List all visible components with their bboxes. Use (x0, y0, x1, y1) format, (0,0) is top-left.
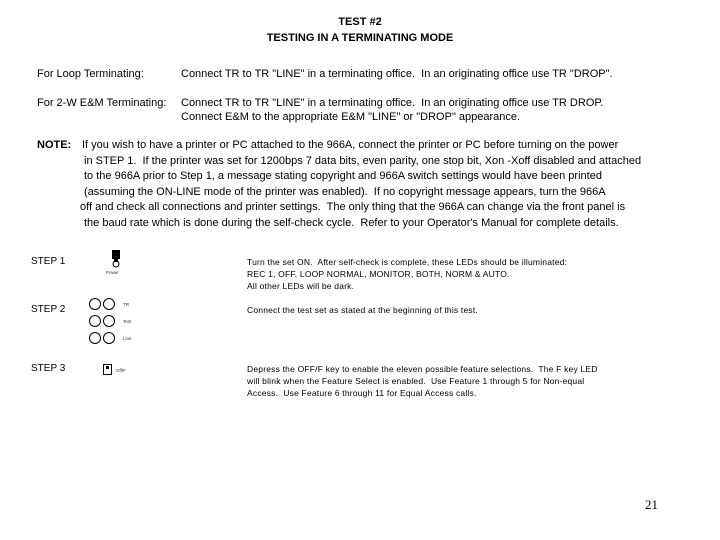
jack-icon (103, 315, 115, 327)
jack-label: Line (123, 336, 132, 341)
step-1-label: STEP 1 (31, 256, 66, 267)
loop-terminating-label: For Loop Terminating: (37, 68, 144, 80)
step-2-text-line: Connect the test set as stated at the beginning of this test. (247, 305, 478, 315)
em-terminating-text-line-1: Connect TR to TR "LINE" in a terminating office. In an originating office use TR DROP. (181, 97, 604, 109)
note-line: the baud rate which is done during the self-check cycle. Refer to your Operator's Manual for complete details. (84, 216, 619, 229)
title-line-2: TESTING IN A TERMINATING MODE (266, 32, 454, 44)
key-label: Off/F (116, 368, 126, 373)
key-icon (103, 364, 112, 375)
step-3-text-line: will blink when the Feature Select is enabled. Use Feature 1 through 5 for Non-equal (247, 376, 585, 386)
title-line-1: TEST #2 (338, 16, 382, 28)
note-label: NOTE: (37, 139, 72, 151)
power-switch-icon (109, 249, 123, 269)
page-number: 21 (645, 497, 658, 512)
note-line: to the 966A prior to Step 1, a message stating copyright and 966A switch settings would have been printed (84, 170, 602, 182)
step-1-text-line: All other LEDs will be dark. (247, 281, 355, 291)
power-switch-label: Power (106, 270, 119, 275)
jack-icon (103, 332, 115, 344)
step-1-text-line: Turn the set ON. After self-check is complete, these LEDs should be illuminated: (247, 257, 568, 267)
step-1-text-line: REC 1, OFF, LOOP NORMAL, MONITOR, BOTH, NORM & AUTO. (247, 269, 510, 279)
em-terminating-label: For 2-W E&M Terminating: (37, 97, 167, 109)
jack-icon (89, 315, 101, 327)
note-line: (assuming the ON-LINE mode of the printer was enabled). If no copyright message appears, turn the 966A (84, 185, 606, 198)
jack-label: TR (123, 302, 129, 307)
note-line: If you wish to have a printer or PC attached to the 966A, connect the printer or PC before turning on the power (82, 139, 619, 151)
loop-terminating-text: Connect TR to TR "LINE" in a terminating office. In an originating office use TR "DROP". (181, 68, 613, 80)
jack-icon (89, 332, 101, 344)
step-3-text-line: Access. Use Feature 6 through 11 for Equal Access calls. (247, 388, 477, 398)
key-led-icon (106, 366, 109, 369)
note-line: off and check all connections and printer settings. The only thing that the 966A can change via the front panel is (80, 201, 626, 213)
step-3-text-line: Depress the OFF/F key to enable the eleven possible feature selections. The F key LED (247, 364, 598, 374)
jack-icon (103, 298, 115, 310)
em-terminating-text-line-2: Connect E&M to the appropriate E&M "LINE" or "DROP" appearance. (181, 111, 521, 123)
jack-label: Test (123, 319, 132, 324)
jack-pair-icon (89, 298, 121, 346)
step-2-label: STEP 2 (31, 304, 66, 315)
jack-icon (89, 298, 101, 310)
note-line: in STEP 1. If the printer was set for 1200bps 7 data bits, even parity, one stop bit, Xon -Xoff disabled and attached (84, 154, 642, 167)
step-3-label: STEP 3 (31, 363, 66, 374)
